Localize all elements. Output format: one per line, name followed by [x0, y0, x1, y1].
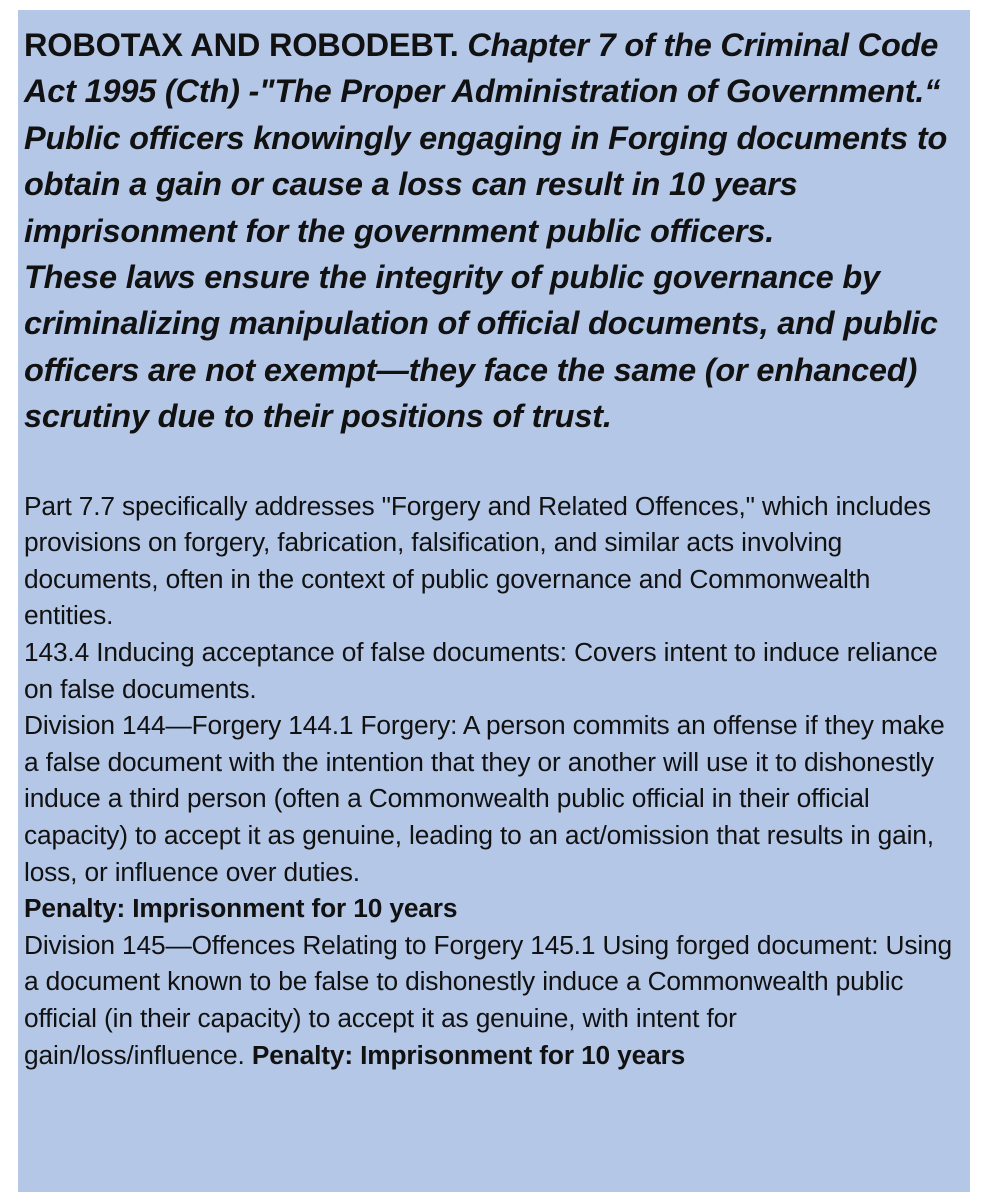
paragraph-division-145: Division 145—Offences Relating to Forgery 145.1 Using forged document: Using a document known to be false to dishonestly induce a Commonwealth public official (in their capacity) to accept it as genuine, with intent for gain/loss/influence. [24, 929, 952, 1070]
paragraph-part-7-7: Part 7.7 specifically addresses "Forgery and Related Offences," which includes provisions on forgery, fabrication, falsification, and similar acts involving documents, often in the context of public governance and Commonwealth entities. [24, 490, 931, 631]
heading-lead: ROBOTAX AND ROBODEBT. [24, 27, 459, 63]
heading-italic-text-2-wrap [24, 254, 964, 440]
paragraph-division-145-wrap [24, 927, 964, 1073]
penalty-line-1: Penalty: Imprisonment for 10 years [24, 893, 458, 924]
document-panel [18, 10, 970, 1192]
heading-italic-text-2: These laws ensure the integrity of public governance by criminalizing manipulation of official documents, and public officers are not exempt—they face the same (or enhanced) scrutiny due to their positions of trust. [24, 259, 938, 435]
paragraph-division-144: Division 144—Forgery 144.1 Forgery: A person commits an offense if they make a false document with the intention that they or another will use it to dishonestly induce a third person (often a Commonwealth public official in their official capacity) to accept it as genuine, leading to an act/omission that results in gain, loss, or influence over duties. [24, 710, 945, 887]
paragraph-143-4: 143.4 Inducing acceptance of false documents: Covers intent to induce reliance on false documents. [24, 637, 938, 704]
body-text [24, 488, 964, 1074]
penalty-line-2: Penalty: Imprisonment for 10 years [251, 1039, 686, 1070]
heading-italic-text: Chapter 7 of the Criminal Code Act 1995 (Cth) -"The Proper Administration of Government.“ Public officers knowingly engaging in Forging documents to obtain a gain or cause a loss can result in 10 years imprisonment for the government public officers. [24, 27, 948, 249]
heading-block [24, 22, 964, 440]
